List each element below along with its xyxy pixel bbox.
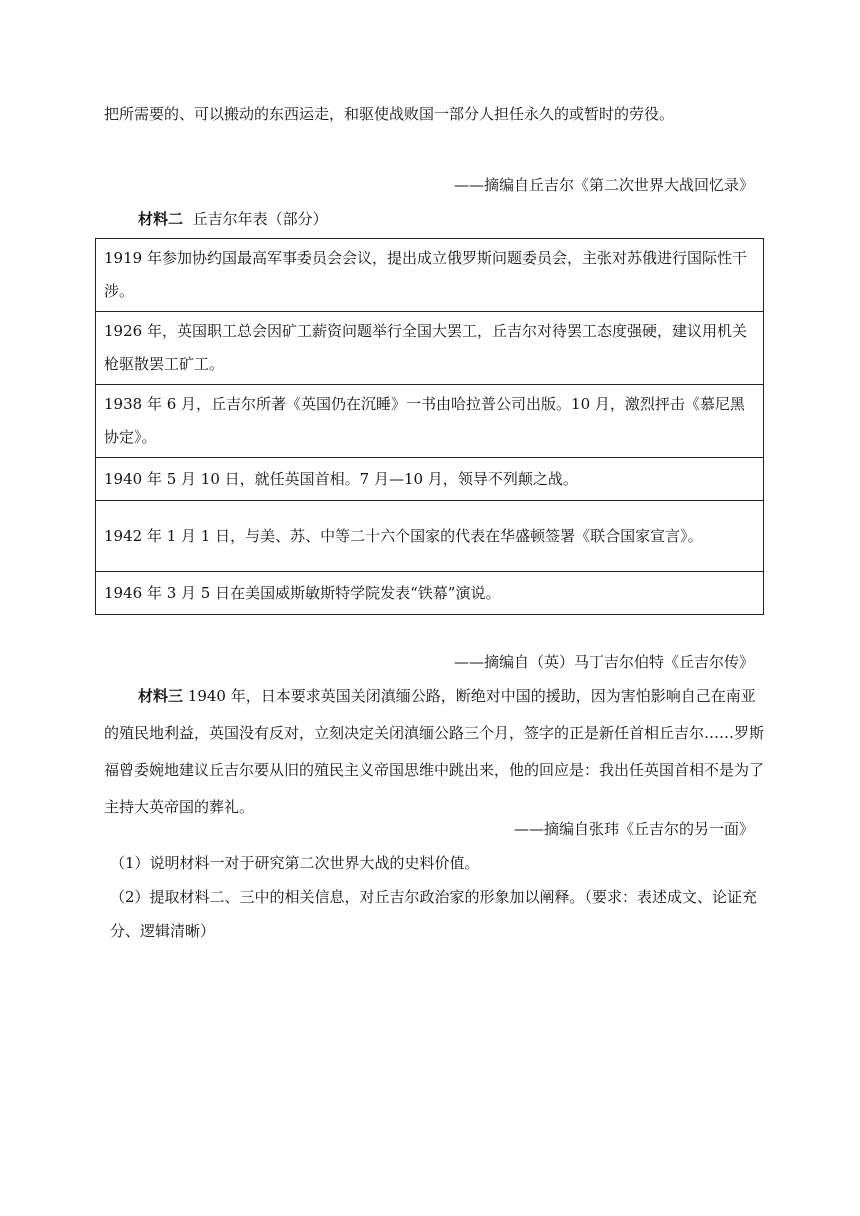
material2-title: 丘吉尔年表（部分） (192, 210, 328, 228)
material1-source: ——摘编自丘吉尔《第二次世界大战回忆录》 (453, 176, 754, 194)
table-row (96, 385, 764, 458)
table-row (96, 239, 764, 312)
table-cell: 1946 年 3 月 5 日在美国威斯敏斯特学院发表“铁幕”演说。 (96, 572, 764, 615)
chronology-table (95, 238, 764, 615)
table-cell: 1926 年，英国职工总会因矿工薪资问题举行全国大罢工，丘吉尔对待罢工态度强硬，建议用机关枪驱散罢工矿工。 (96, 312, 764, 385)
table-row (96, 501, 764, 572)
material2-label: 材料二 (138, 210, 184, 228)
table-row (96, 458, 764, 501)
material3-label: 材料三 (138, 687, 184, 705)
material2-heading (138, 201, 758, 238)
table-cell: 1919 年参加协约国最高军事委员会会议，提出成立俄罗斯问题委员会，主张对苏俄进行国际性干涉。 (96, 239, 764, 312)
material2-source: ——摘编自（英）马丁吉尔伯特《丘吉尔传》 (453, 653, 754, 671)
table-cell: 1938 年 6 月，丘吉尔所著《英国仍在沉睡》一书由哈拉普公司出版。10 月，激烈抨击《慕尼黑协定》。 (96, 385, 764, 458)
table-cell: 1940 年 5 月 10 日，就任英国首相。7 月—10 月，领导不列颠之战。 (96, 458, 764, 501)
material3-text: 1940 年，日本要求英国关闭滇缅公路，断绝对中国的援助，因为害怕影响自己在南亚的殖民地利益，英国没有反对，立刻决定关闭滇缅公路三个月，签字的正是新任首相丘吉尔……罗斯福曾委婉地建议丘吉尔要从旧的殖民主义帝国思维中跳出来，他的回应是：我出任英国首相不是为了主持大英帝国的葬礼。 (104, 687, 765, 816)
question-1: （1）说明材料一对于研究第二次世界大战的史料价值。 (110, 854, 480, 872)
material3-paragraph (104, 678, 764, 826)
table-cell: 1942 年 1 月 1 日，与美、苏、中等二十六个国家的代表在华盛顿签署《联合国家宣言》。 (96, 501, 764, 572)
table-row (96, 572, 764, 615)
material3-source: ——摘编自张玮《丘吉尔的另一面》 (513, 820, 754, 838)
material1-tail-text: 把所需要的、可以搬动的东西运走，和驱使战败国一部分人担任永久的或暂时的劳役。 (104, 105, 675, 123)
table-row (96, 312, 764, 385)
question-2: （2）提取材料二、三中的相关信息，对丘吉尔政治家的形象加以阐释。（要求：表述成文、论证充分、逻辑清晰） (110, 888, 758, 940)
